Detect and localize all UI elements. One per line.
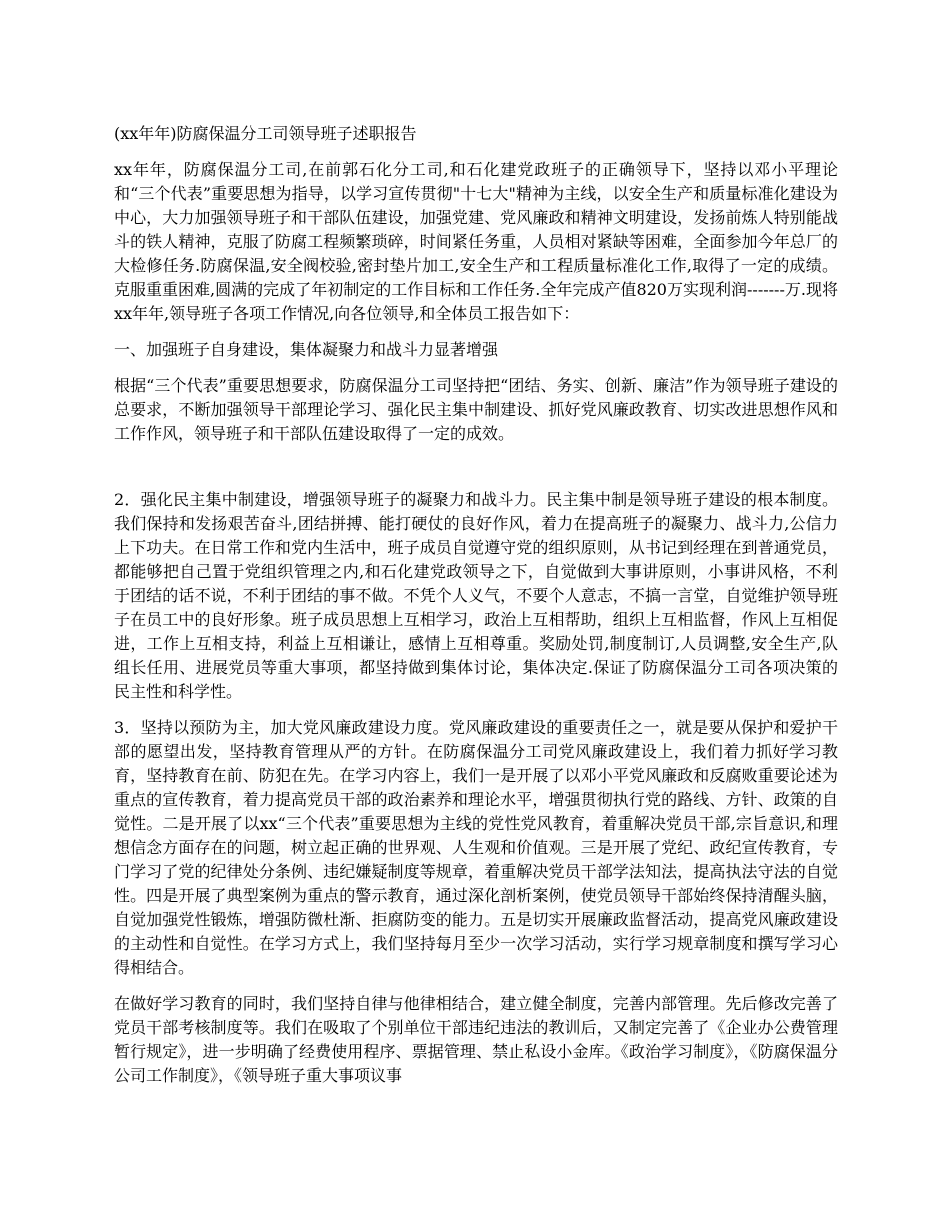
section-1-heading: 一、加强班子自身建设，集体凝聚力和战斗力显著增强	[114, 340, 499, 359]
closing-paragraph: 在做好学习教育的同时，我们坚持自律与他律相结合，建立健全制度，完善内部管理。先后修改完善了党员干部考核制度等。我们在吸取了个别单位干部违纪违法的教训后，又制定完善了《企业办公费管理暂行规定》，进一步明确了经费使用程序、票据管理、禁止私设小金库。《政治学习制度》，《防腐保温分公司工作制度》，《领导班子重大事项议事	[114, 994, 838, 1085]
intro-paragraph: xx年年，防腐保温分工司,在前郭石化分工司,和石化建党政班子的正确领导下，坚持以邓小平理论和“三个代表”重要思想为指导，以学习宣传贯彻"十七大"精神为主线，以安全生产和质量标准化建设为中心，大力加强领导班子和干部队伍建设，加强党建、党风廉政和精神文明建设，发扬前炼人特别能战斗的铁人精神，克服了防腐工程频繁琐碎，时间紧任务重，人员相对紧缺等困难，全面参加今年总厂的大检修任务.防腐保温,安全阀校验,密封垫片加工,安全生产和工程质量标准化工作,取得了一定的成绩。克服重重困难,圆满的完成了年初制定的工作目标和工作任务.全年完成产值820万实现利润-------万.现将xx年年,领导班子各项工作情况,向各位领导,和全体员工报告如下：	[114, 160, 838, 323]
document-title: (xx年年)防腐保温分工司领导班子述职报告	[114, 124, 417, 143]
document-page	[114, 122, 838, 1100]
paragraph-gap	[114, 458, 838, 488]
item-3-paragraph: 3．坚持以预防为主，加大党风廉政建设力度。党风廉政建设的重要责任之一，就是要从保护和爱护干部的愿望出发，坚持教育管理从严的方针。在防腐保温分工司党风廉政建设上，我们着力抓好学习教育，坚持教育在前、防犯在先。在学习内容上，我们一是开展了以邓小平党风廉政和反腐败重要论述为重点的宣传教育，着力提高党员干部的政治素养和理论水平，增强贯彻执行党的路线、方针、政策的自觉性。二是开展了以xx“三个代表”重要思想为主线的党性党风教育，着重解决党员干部,宗旨意识,和理想信念方面存在的问题，树立起正确的世界观、人生观和价值观。三是开展了党纪、政纪宣传教育，专门学习了党的纪律处分条例、违纪嫌疑制度等规章，着重解决党员干部学法知法，提高执法守法的自觉性。四是开展了典型案例为重点的警示教育，通过深化剖析案例，使党员领导干部始终保持清醒头脑，自觉加强党性锻炼，增强防微杜渐、拒腐防变的能力。五是切实开展廉政监督活动，提高党风廉政建设的主动性和自觉性。在学习方式上，我们坚持每月至少一次学习活动，实行学习规章制度和撰写学习心得相结合。	[114, 718, 838, 977]
section-1-paragraph: 根据“三个代表”重要思想要求，防腐保温分工司坚持把“团结、务实、创新、廉洁”作为领导班子建设的总要求，不断加强领导干部理论学习、强化民主集中制建设、抓好党风廉政教育、切实改进思想作风和工作作风，领导班子和干部队伍建设取得了一定的成效。	[114, 376, 838, 443]
item-2-paragraph: 2．强化民主集中制建设，增强领导班子的凝聚力和战斗力。民主集中制是领导班子建设的根本制度。我们保持和发扬艰苦奋斗,团结拼搏、能打硬仗的良好作风，着力在提高班子的凝聚力、战斗力,公信力上下功夫。在日常工作和党内生活中，班子成员自觉遵守党的组织原则，从书记到经理在到普通党员，都能够把自己置于党组织管理之内,和石化建党政领导之下，自觉做到大事讲原则，小事讲风格，不利于团结的话不说，不利于团结的事不做。不凭个人义气，不要个人意志，不搞一言堂，自觉维护领导班子在员工中的良好形象。班子成员思想上互相学习，政治上互相帮助，组织上互相监督，作风上互相促进，工作上互相支持，利益上互相谦让，感情上互相尊重。奖励处罚,制度制订,人员调整,安全生产,队组长任用、进展党员等重大事项，都坚持做到集体讨论，集体决定.保证了防腐保温分工司各项决策的民主性和科学性。	[114, 490, 838, 701]
